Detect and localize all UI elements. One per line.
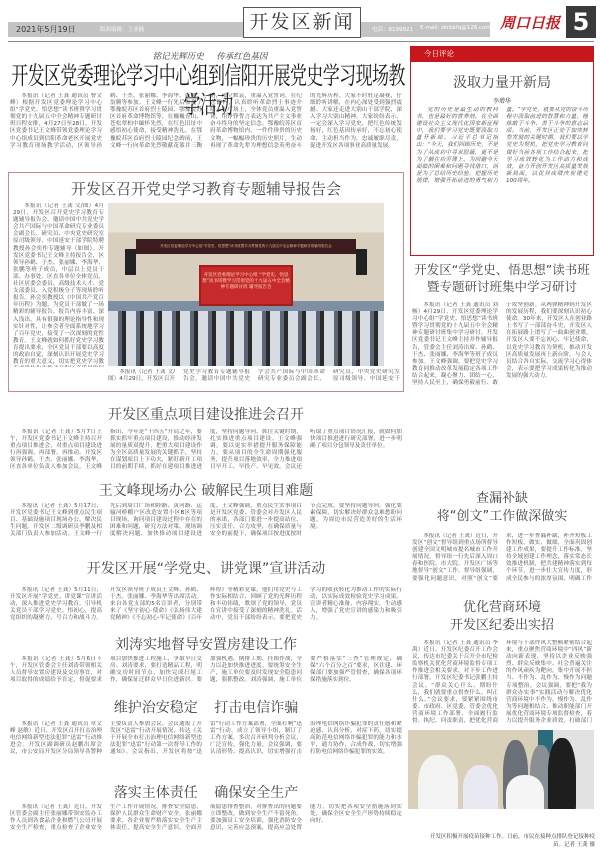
feature-paragraph-continued: 本报讯（记者 王龚 文/图）4月29日，开发区召开党史学习教育专题辅导报告会，邀请中国中共党史学会共产国际与中国革命研究专业委员会副会长、研究员、中央党史研究室原司级领导、中国延安干	[108, 369, 400, 383]
title-line: 优化营商环境	[462, 600, 541, 615]
article-title: 落实主体责任 确保安全生产	[113, 785, 299, 801]
photo-caption: 开发区积极开展疫苗接种工作。日前，市民在接种点排队登记接种疫苗。记者 王龚 摄	[430, 834, 596, 848]
feature-body-continued	[108, 369, 400, 390]
article-paragraph: 本报讯（记者 王龚）5月17日，开发区党委书记王文峰到重点民生项目、基础设施项目现场办公，解决民生问题。开发区二级调研员李鹏及相关部门负责人参加活动。王文峰一行先后到周口广场和睦路、黄河路、运输河桥棚户区改造安置小区B区等项目现场，询问项目建设过程中存在的困难和问题，研究方法对策，现场调度解决问题，加快推动项目建设进度。王文峰强调，重点民生实事项目是开发区党委、管委会对开发区人民的承诺，各部门要进一步提高站位、压实责任、合力攻坚，在确保质量与安全的前提下，确保项目按进度按时节点完成。要坚持问题导向，强化要素保障，切实解决好群众急难愁盼问题，为周边市民营造美好的生活环境。	[10, 503, 402, 538]
article-body	[10, 429, 402, 472]
commentary-title: 汲取力量开新局	[453, 75, 551, 91]
title-line: 开发区“学党史、悟思想”读书班	[414, 262, 590, 277]
feature-body	[13, 203, 104, 367]
article-paragraph: 本报讯（记者 王龚）5月11日，开发区开展“学党史、讲党课”宣讲活动，深入推进党史学习教育，引导机关党员干部学习党史、悟初心，提高党组织的凝聚力、号召力和战斗力。开发区领导班子成员王文峰、孙鹤、于杰、张丽娜、李海华等出席活动。来自各党支部的5名宣讲者，分别带来了《坚守初心·使命》《弘扬伟大建党精神》《不忘初心·牢记使命》《百年辉煌》等精彩党课，他们用党史与工作实际相结合，回顾了党的光辉历程和丰功伟绩，歌颂了党的领导，党员在宣讲中接受了深刻的精神洗礼。活动中，党员干部纷纷表示，要把党史学习的收获转化为推动工作的实际行动，以实际成效检验党史学习成果。宣讲者精心准备，内容翔实，生动感人，增强了党史宣讲的感染力和吸引力。	[10, 587, 402, 622]
right-article-paragraph: 本报讯（记者 王龚 通讯员 刘畅）4月29日，开发区党委理论学习中心组“学党史、悟思想”读书班暨学习贯彻党的十九届五中全会精神专题研讨班集中学习研讨。开发区党委书记王文峰主持并作辅导报告，管委会主任刘涛出席。孙鹤、于杰、张丽娜、李海华等班子成员参加。王文峰强调，要把党史学习教育同推动改革发展稳定各项工作结合起来，凝心聚力、团结一心，坚持人民至上，确保勇毅前行、敢于攻坚创新。从两弹精神到开发区的发展历程，我们要深刻认识初心使命。30年来，开发区人在创业路上书写了一部部奋斗史，开发区人在拓展路上谱写了一曲曲创业歌。开发区人要不忘初心、牢记使命，以党史学习教育为契机，推动开发区高质量发展再上新台阶。与会人员结合各自实际，交流学习心得体会，表示要把学习成果转化为推动发展的强大动力。	[412, 302, 592, 387]
article-body	[10, 804, 402, 844]
contact-email: E-mail: zkrbkfq@126.com	[420, 25, 491, 31]
title-line: 开发区纪委出实招	[449, 618, 554, 633]
banner-text: 开发区党委理论学习中心组“学党史、悟思想”读书班暨学习贯彻党的十九届五中全会精神专题研讨班辅导报告会	[160, 243, 332, 248]
commentary-label: 今日评论	[410, 46, 594, 62]
photo-figure	[506, 775, 544, 809]
article-body	[10, 656, 402, 692]
newspaper-logo: 周口日报	[500, 14, 561, 32]
right-article-paragraph: 本报讯（记者 王龚）近日，开发区“创文”督导组到重点场所督导创建全国文明城市提名城市工作开展情况。督导组一行先后深入周口春和医院、市大院、开发区广场等地督导“创文”工作。督导组强调，要强化问题意识，对照“创文”要求，进一步查漏补缺，补齐短板工作短板，做实、做细，全面巩固创建工作成果，要提升工作标准，坚持全域创建工作理念，落实常态长效推进机制，把共建精神落实到每个环节，进一步壮大宣传力度，形成全民参与的浓厚氛围，明确工作	[412, 533, 592, 582]
right-article-body	[412, 640, 592, 726]
vaccination-photo	[408, 730, 594, 809]
right-article-title	[408, 599, 596, 635]
title-line: 将“创文”工作做深做实	[436, 509, 568, 524]
lead-body	[10, 93, 402, 167]
auditorium-photo	[108, 203, 384, 366]
article-title: 维护治安稳定 打击电信诈骗	[113, 700, 299, 716]
article-paragraph: 本报讯（记者 王龚）5月6日下午，开发区管委会主任刘涛带领相关人员督导安置房建设及交房事宜，对项目取得的成绩给予肯定，督促要求项目加快推进工程施工，争取早日交房。刘涛要求，要打造精品工程，明确交房时间节点，加快完成扫尾工作，确保征迁群众早日住进新居。要加强机遇、倒排工期、挂图作战，全力以赴加快推进进度。要统筹安全生产，施工单位要及时发现安全隐患问题，狠抓整改。刘涛强调，施工单位要严格落实“三查”管理规定，确保“六个百分之百”要求，区住建、环保部门要加强严管督查，确保各项环保措施落实到位。	[10, 656, 402, 684]
right-article-title	[408, 490, 596, 526]
lead-paragraph: 本报讯（记者 王龚 通讯员 曹文峰）根据开发区党委理论学习中心组“学党史、悟思想”读书班暨学习贯彻党的十九届五中全会精神专题研讨班日程安排，4月27日至28日，开发区党委书记王文峰带领党委理论学习中心组成员到信阳革命老区开展党史学习教育现场教学活动，区领导孙鹤、于杰、张丽娜、李海华、张鹏、翁腾等参加。王文峰一行先后参观了鄂豫皖苏区首府烈士陵园、鄂豫皖苏区首府革命博物馆等，在巍巍青山、苍松翠柏中缅怀先烈，在红色旧址中感悟初心使命，接受精神洗礼。在鄂豫皖苏区首府烈士陵园纪念碑前，王文峰一行向革命先烈敬献花篮并三鞠躬，肃立默哀，重温入党誓词。在纪念馆内，认真聆听革命烈士事迹介绍，在广场上，全体党员重温入党誓词，用铮铮誓言表达为共产主义事业奋斗终身的坚定信念。鄂豫皖苏区首府革命博物馆内，一件件珍贵的历史文物，一幅幅珍贵的历史照片，生动再现了革命先辈为理想信念英勇奋斗的光辉历程。大家不时驻足凝视，仔细聆听讲解，在内心深处受到强烈震撼。大家还走进大别山干部学院，深入学习大别山精神。大家纷纷表示，一定会深入学习党史，把红色传统发扬好，红色基因传承好，不忘初心使命，主动担当作为，忠诚履职尽责，促进开发区各项事业高质量发展。	[10, 93, 402, 149]
commentary-paragraph: 党的历史是最生动的教科书，也是最好的营养剂。在全面建设社会主义现代化国家新征程中，我们要学习党史既要汲取力量开新局。习近平总书记指出：“今天，我们回顾历史，不是为了从成功中寻求慰藉，更不是为了躺在功劳簿上、为回避今天面临的困难和问题寻找借口，而是为了总结历史经验、把握历史规律，增强开拓前进的勇气和力量。”学党史，就要从党的奋斗历程中汲取前进的智慧和力量，锤炼敢于斗争、善于斗争的意志品质。当前，开发区正处于加快转型发展的关键时期，我们要以学党史为契机，把党史学习教育同做好当前各项工作结合起来，把学习成效转化为工作动力和成效，奋力开创开发区高质量发展新局面，以优异成绩庆祝建党100周年。	[416, 107, 588, 184]
article-title: 开发区重点项目建设推进会召开	[108, 407, 304, 423]
lead-headline: 开发区党委理论学习中心组到信阳开展党史学习现场教学活动	[11, 62, 405, 120]
article-title: 刘涛实地督导安置房建设工作	[115, 637, 297, 653]
header-divider	[8, 41, 594, 42]
photo-screen	[199, 265, 293, 306]
commentary-author: 李增华	[492, 98, 511, 105]
article-body	[10, 721, 402, 771]
feature-title: 开发区召开党史学习教育专题辅导报告会	[70, 180, 341, 198]
photo-seats	[108, 311, 384, 366]
section-title: 开发区新闻	[243, 7, 361, 38]
article-paragraph: 本报讯（记者 王龚 通讯员 章文峰 赵敏）近日，开发区召开打击治理电信网络新型违法犯罪“迅雷”行动推进会。开发区副调研员赵鹏出席会议，市公安局开发区分局领导各警种主要负责人参加会议。会议通报了开发区“迅雷”行动开展情况，传达《关于开展全市打击治理电信网络新型违法犯罪“迅雷”行动第一次督导工作的通知》。会议指出，开发区将按“迅雷”行动工作方案部署，全面打响“迅雷”行动，成立了领导小组，制订了工作方案，多次召开研判分析会议，广泛宣传，强化力量。会议强调，要认清形势、提高认识，切实增强打击治理电信网络诈骗犯罪的责任感和紧迫感，认真分析，对症下药，切实提高防范电信网络诈骗犯罪的能力和水平，通力协作，合成作战，切实增强打防电信网络诈骗犯罪的实效。	[10, 721, 402, 756]
photo-figure	[548, 738, 576, 809]
article-title: 开发区开展“学党史、讲党课”宣讲活动	[86, 561, 326, 577]
title-line: 暨专题研讨班集中学习研讨	[426, 279, 577, 294]
screen-text: 开发区党委理论学习中心组 “学党史、悟思想”读书班暨学习贯彻党的十九届五中全会精神专题研讨班 辅导报告会	[202, 272, 290, 290]
page-editor: 版面编辑：王亚楠	[100, 27, 145, 33]
feature-paragraph: 本报讯（记者 王龚 文/图）4月29日，开发区召开党史学习教育专题辅导报告会，邀请中国中共党史学会共产国际与中国革命研究专业委员会副会长、研究员、中央党史研究室原司级领导、中国延安干部学院特聘教授孙会奕作专题辅导（如图）。开发区党委书记王文峰主持报告会，区领导孙鹤、于杰、张丽娜、李海华、张鹏等班子成员，中层以上党员干部、办事处、区直各单位全体党员、社区居委会委员、高级技术人才、党支部委员、入党积极分子等现场聆听报告。孙会奕教授以《中国共产党百年历程》为题，为党员干部做了一场精彩的辅导报告。报告内容丰富、深入浅出，具有很强的理论指导性和现实针对性，让参会者全面系统地学习了百年党史，接受了一次深刻的党性教育。王文峰就如何抓好党史学习教育提出要求，全区党员干部要以高度的政治自觉，深刻认识开展党史学习教育的重大意义，切实把党史学习教	[13, 203, 104, 366]
article-paragraph: 本报讯（记者 王龚）近日，开发区管委会副主任张丽娜带领安监办工作人员到各食品企业和燃气公司开展安全生产检查，重点检查了企业安全生产工作开展情况，排查安全隐患，保护人民群众生命财产安全。张丽娜要求，各企业要严格落实安全生产主体责任，提高安全生产意识，全面开展隐患排查整治，对排查出的问题要立即整改，做到安全生产不留死角。要加强员工安全培训，强化消防安全意识，完善应急预案，提高应急处置能力，切实把各项安全措施落到实处，确保全区安全生产形势持续稳定向好。	[10, 804, 402, 832]
title-line: 查漏补缺	[475, 491, 528, 506]
right-article-body	[412, 533, 592, 585]
article-body	[10, 587, 402, 630]
issue-date: 2021年5月19日	[16, 25, 76, 34]
right-article-paragraph: 本报讯（记者 王龚 通讯员 李禹）近日，开发区纪委召开工作会议，传达市纪委关于召开全市纪检监察机关优化营商环境监督专项工作推进会相关要求，对下步工作进行部署。开发区纪委书记张鹏主持会议。“群众关心什么、期盼什么，我们就要重点督查什么、纠正什么。”会议要求，要紧紧围绕市委、市政府、区党委、管委会优化营商环境工作部署，全面履行监督、执纪、问责职责，把优化营商环境与干部作风大整顿紧密结合起来，重点聚焦营商环境中“四风”新动向新表现，坚持以企业反映强烈、群众反映集中、社会普遍关注的作风顽疾为靶向，集中开展不担当、不作为、乱作为、慢作为问题专项整治。会议强调，要把“我为群众办实事”实践活动与解决优化营商环境中不作为、慢作为、乱作为等问题相结合，推动职能部门开展优化营商环境专项监督检查，着力以提升服务企业质效，打破部门	[412, 640, 592, 725]
commentary-body	[416, 107, 588, 251]
photo-figure	[418, 755, 458, 809]
right-article-title	[408, 261, 596, 295]
contact-phone: 电话：8199921	[372, 27, 413, 33]
photo-banner	[136, 239, 357, 254]
speaker-left	[125, 249, 136, 275]
article-paragraph: 本报讯（记者 王龚）5月7日上午，开发区党委书记王文峰主持召开重点项目推进会，对重点项目建设进行再强调、再部署、再推动。开发区领导孙鹤、于杰、张丽娜、李海华，区直各单位负责人参加会议。王文峰指出，今年是“十四五”开局之年，要抓实抓牢重点项目建设，推动经济发展的量质双提升，把重大项目建设作为全区高质量发展的关键抓手，坚持在谋划项目上下功夫，紧盯新开工项目的前期手续，抓好在建项目推进进度，坚持问题导向、抓住关键时期，扎实推进重点项目建设。王文峰强调，要以更实举措提升服务保障能力，要从项目的全生命周期强化服务，提升项目落地效率，全力推进项目早开工、早投产、早见效。会议还听取了重点项目情况汇报，就如何加快项目推进进行研究部署，进一步明确了项目分包领导及责任单位。	[10, 429, 402, 471]
lead-kicker: 铭记光辉历史 传承红色基因	[152, 52, 268, 62]
photo-figure	[463, 765, 498, 809]
article-title: 王文峰现场办公 破解民生项目难题	[98, 483, 314, 499]
page-number: 5	[566, 6, 596, 38]
speaker-right	[356, 249, 367, 275]
right-article-body	[412, 302, 592, 480]
article-body	[10, 503, 402, 546]
